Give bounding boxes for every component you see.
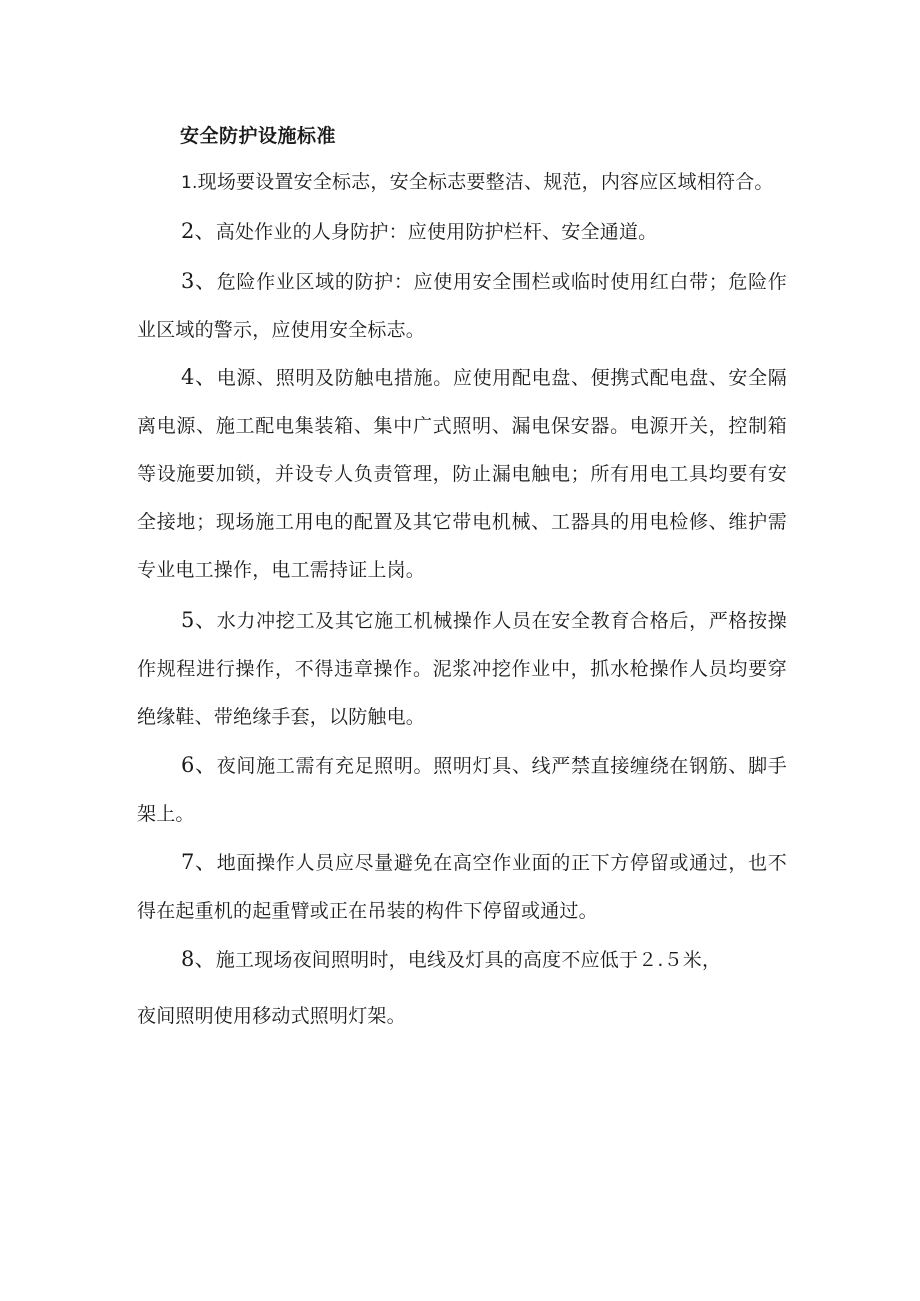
item-number: 4、 — [181, 365, 217, 389]
item-text: 现场要设置安全标志，安全标志要整洁、规范，内容应区域相符合。 — [197, 171, 774, 193]
list-item — [137, 158, 787, 207]
item-number: 7、 — [181, 850, 217, 874]
item-number: 2、 — [181, 219, 216, 243]
list-item — [137, 257, 787, 354]
item-number: 5、 — [181, 608, 217, 632]
list-item — [137, 838, 787, 935]
item-number: 1. — [181, 173, 198, 193]
item-number: 3、 — [181, 269, 217, 293]
item-text: 施工现场夜间照明时，电线及灯具的高度不应低于２.５米， — [215, 949, 722, 971]
item-number: 8、 — [181, 947, 216, 971]
list-item — [137, 207, 787, 256]
list-item — [137, 596, 787, 741]
list-item — [137, 741, 787, 838]
document-title: 安全防护设施标准 — [180, 125, 337, 147]
list-item — [137, 353, 787, 594]
item-text: 夜间施工需有充足照明。照明灯具、线严禁直接缠绕在钢筋、脚手架上。 — [137, 755, 787, 825]
item-text: 水力冲挖工及其它施工机械操作人员在安全教育合格后，严格按操作规程进行操作，不得违章操作。泥浆冲挖作业中，抓水枪操作人员均要穿绝缘鞋、带绝缘手套，以防触电。 — [137, 610, 787, 728]
item-text: 危险作业区域的防护：应使用安全围栏或临时使用红白带；危险作业区域的警示，应使用安全标志。 — [137, 271, 787, 341]
item-number: 6、 — [181, 753, 217, 777]
item-text-continuation: 夜间照明使用移动式照明灯架。 — [137, 1005, 406, 1027]
item-text: 电源、照明及防触电措施。应使用配电盘、便携式配电盘、安全隔离电源、施工配电集装箱、集中广式照明、漏电保安器。电源开关，控制箱等设施要加锁，并设专人负责管理，防止漏电触电；所有用电工具均要有安全接地；现场施工用电的配置及其它带电机械、工器具的用电检修、维护需专业电工操作，电工需持证上岗。 — [137, 367, 787, 581]
list-item — [137, 935, 777, 1040]
item-text: 地面操作人员应尽量避免在高空作业面的正下方停留或通过，也不得在起重机的起重臂或正在吊装的构件下停留或通过。 — [137, 852, 787, 922]
item-text: 高处作业的人身防护：应使用防护栏杆、安全通道。 — [215, 221, 658, 243]
